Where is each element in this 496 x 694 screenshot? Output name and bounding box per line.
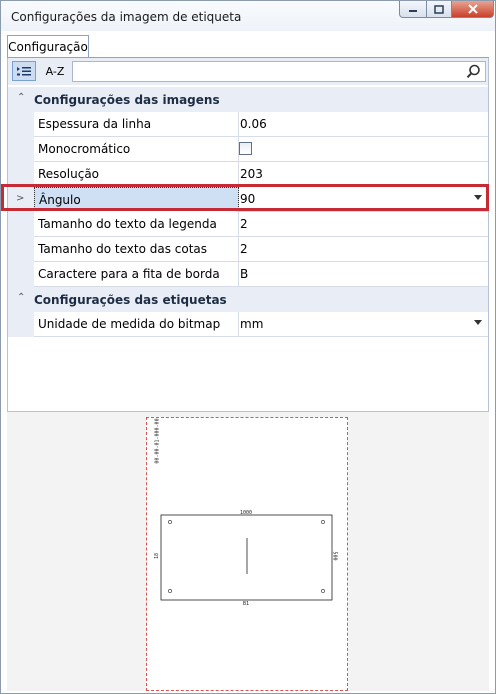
label-preview [146, 417, 348, 691]
category-label: Configurações das imagens [34, 93, 220, 107]
property-value: 90 [240, 192, 256, 206]
label-preview-pane [7, 411, 489, 691]
row-margin [8, 112, 34, 137]
property-name[interactable]: Resolução [34, 162, 239, 187]
minimize-icon [408, 5, 418, 13]
property-toolbar [7, 58, 489, 85]
right-dimension-text: 500 [331, 551, 338, 561]
title-bar[interactable] [1, 1, 495, 31]
categorized-list-icon [16, 65, 32, 77]
left-dimension-text: 18 [154, 552, 161, 560]
bitmap-unit-dropdown[interactable] [236, 312, 488, 337]
maximize-button[interactable] [426, 1, 452, 18]
property-value: 2 [240, 242, 248, 256]
row-margin [8, 237, 34, 262]
property-row-fita-borda [8, 262, 488, 287]
property-value: 2 [240, 217, 248, 231]
categorized-view-button[interactable] [12, 61, 36, 81]
selected-row-chevron-icon: > [16, 193, 25, 204]
property-name[interactable]: Unidade de medida do bitmap [34, 312, 239, 337]
line-thickness-field[interactable] [236, 112, 488, 137]
label-code-text: 00-00-01-000-00 [154, 418, 161, 464]
property-row-unidade-bitmap [8, 312, 488, 337]
property-grid [7, 85, 489, 411]
property-name[interactable]: Espessura da linha [34, 112, 239, 137]
property-row-monocromatico [8, 137, 488, 162]
category-configuracoes-etiquetas[interactable] [8, 287, 488, 312]
panel-outline [161, 515, 332, 600]
property-name[interactable]: Monocromático [34, 137, 239, 162]
hole-marker [168, 520, 171, 523]
monochrome-checkbox[interactable] [239, 142, 252, 155]
property-row-resolucao [8, 162, 488, 187]
collapse-chevron-icon[interactable]: ⌃ [17, 292, 26, 303]
property-name[interactable]: Ângulo [34, 187, 239, 211]
category-label: Configurações das etiquetas [34, 293, 227, 307]
property-row-angulo [8, 187, 488, 212]
edge-band-character-field[interactable] [236, 262, 488, 287]
minimize-button[interactable] [399, 1, 427, 18]
property-name[interactable]: Tamanho do texto das cotas [34, 237, 239, 262]
collapse-chevron-icon[interactable]: ⌃ [17, 92, 26, 103]
row-margin [8, 312, 34, 337]
property-value: B [240, 267, 249, 281]
property-row-espessura [8, 112, 488, 137]
dropdown-arrow-icon[interactable] [474, 195, 482, 200]
alphabetical-view-button[interactable]: A-Z [45, 64, 65, 78]
tab-strip [7, 33, 489, 58]
tab-configuracao[interactable]: Configuração [7, 35, 89, 57]
search-icon[interactable] [466, 64, 481, 79]
resolution-field[interactable] [236, 162, 488, 187]
property-row-texto-legenda [8, 212, 488, 237]
hole-marker [168, 589, 171, 592]
row-margin [8, 262, 34, 287]
close-button[interactable] [451, 1, 494, 18]
panel-drawing [147, 418, 347, 690]
property-value: 203 [240, 167, 263, 181]
category-configuracoes-imagens[interactable] [8, 87, 488, 112]
legend-text-size-field[interactable] [236, 212, 488, 237]
property-name[interactable]: Tamanho do texto da legenda [34, 212, 239, 237]
property-search-input[interactable] [72, 61, 486, 82]
row-margin [8, 162, 34, 187]
hole-marker [321, 589, 324, 592]
dimension-text-size-field[interactable] [236, 237, 488, 262]
property-value: 0.06 [240, 117, 267, 131]
property-name[interactable]: Caractere para a fita de borda [34, 262, 239, 287]
hole-marker [321, 520, 324, 523]
angle-dropdown[interactable] [236, 187, 488, 212]
top-dimension-text: 1000 [240, 510, 253, 516]
close-icon [468, 4, 478, 14]
window-title: Configurações da imagem de etiqueta [11, 10, 242, 24]
row-margin [8, 137, 34, 162]
row-margin [8, 187, 34, 212]
row-margin [8, 212, 34, 237]
property-row-texto-cotas [8, 237, 488, 262]
property-value: mm [240, 317, 264, 331]
dropdown-arrow-icon[interactable] [474, 320, 482, 325]
maximize-icon [434, 5, 444, 14]
bottom-dimension-text: B1 [243, 601, 250, 607]
monochrome-field[interactable] [236, 137, 488, 162]
